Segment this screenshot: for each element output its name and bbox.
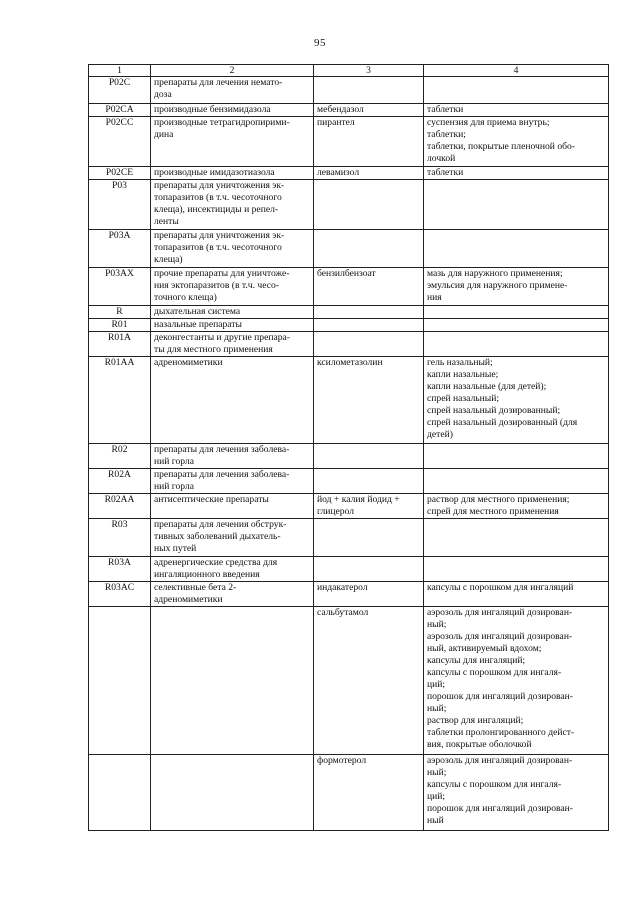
- table-row: [89, 444, 609, 469]
- drug-name-cell: левамизол: [314, 167, 424, 180]
- table-row: [89, 319, 609, 332]
- column-number-row: [89, 65, 609, 77]
- drug-name-cell: [314, 332, 424, 357]
- page-number: 95: [314, 37, 326, 49]
- dosage-forms-cell: капсулы с порошком для ингаляций: [424, 582, 609, 607]
- group-name-cell: препараты для лечения немато- доза: [151, 77, 314, 104]
- group-name-cell: производные тетрагидропирими- дина: [151, 117, 314, 167]
- dosage-forms-cell: мазь для наружного применения; эмульсия для наружного примене- ния: [424, 268, 609, 306]
- group-name-cell: препараты для уничтожения эк- топаразитов (в т.ч. чесоточного клеща): [151, 230, 314, 268]
- atc-code-cell: R03: [89, 519, 151, 557]
- table-body: [89, 65, 609, 831]
- group-name-cell: производные бензимидазола: [151, 104, 314, 117]
- group-name-cell: препараты для лечения заболева- ний горла: [151, 469, 314, 494]
- dosage-forms-cell: раствор для местного применения; спрей для местного применения: [424, 494, 609, 519]
- drug-name-cell: [314, 469, 424, 494]
- group-name-cell: производные имидазотиазола: [151, 167, 314, 180]
- table-row: [89, 332, 609, 357]
- group-name-cell: назальные препараты: [151, 319, 314, 332]
- atc-code-cell: P03A: [89, 230, 151, 268]
- group-name-cell: адренергические средства для ингаляционного введения: [151, 557, 314, 582]
- drug-name-cell: йод + калия йодид + глицерол: [314, 494, 424, 519]
- drug-name-cell: ксилометазолин: [314, 357, 424, 444]
- drug-name-cell: мебендазол: [314, 104, 424, 117]
- dosage-forms-cell: [424, 230, 609, 268]
- drug-name-cell: [314, 519, 424, 557]
- drug-name-cell: пирантел: [314, 117, 424, 167]
- atc-code-cell: R01A: [89, 332, 151, 357]
- group-name-cell: селективные бета 2- адреномиметики: [151, 582, 314, 607]
- dosage-forms-cell: [424, 180, 609, 230]
- drug-name-cell: [314, 319, 424, 332]
- table-row: [89, 104, 609, 117]
- table-row: [89, 167, 609, 180]
- table-row: [89, 519, 609, 557]
- drug-name-cell: [314, 306, 424, 319]
- table-row: [89, 77, 609, 104]
- table-row: [89, 180, 609, 230]
- table-row: [89, 469, 609, 494]
- column-number-2: 2: [151, 65, 314, 77]
- dosage-forms-cell: гель назальный; капли назальные; капли назальные (для детей); спрей назальный; спрей назальный дозированный; спрей назальный дозированный (для детей): [424, 357, 609, 444]
- dosage-forms-cell: [424, 332, 609, 357]
- atc-code-cell: P02C: [89, 77, 151, 104]
- table-row: [89, 117, 609, 167]
- atc-code-cell: P03AX: [89, 268, 151, 306]
- atc-code-cell: R01: [89, 319, 151, 332]
- dosage-forms-cell: таблетки: [424, 167, 609, 180]
- atc-code-cell: P02CA: [89, 104, 151, 117]
- dosage-forms-cell: [424, 319, 609, 332]
- group-name-cell: [151, 607, 314, 755]
- drug-table: [88, 64, 609, 831]
- column-number-4: 4: [424, 65, 609, 77]
- atc-code-cell: R02: [89, 444, 151, 469]
- group-name-cell: [151, 755, 314, 831]
- atc-code-cell: R: [89, 306, 151, 319]
- atc-code-cell: R02AA: [89, 494, 151, 519]
- dosage-forms-cell: [424, 444, 609, 469]
- drug-name-cell: бензилбензоат: [314, 268, 424, 306]
- table-row: [89, 582, 609, 607]
- drug-name-cell: формотерол: [314, 755, 424, 831]
- atc-code-cell: [89, 607, 151, 755]
- dosage-forms-cell: аэрозоль для ингаляций дозирован- ный; аэрозоль для ингаляций дозирован- ный, активируемый вдохом; капсулы для ингаляций; капсулы с порошком для ингаля- ций; порошок для ингаляций дозирован- ный; раствор для ингаляций; таблетки пролонгированного дейст- вия, покрытые оболочкой: [424, 607, 609, 755]
- drug-name-cell: [314, 230, 424, 268]
- group-name-cell: препараты для лечения обструк- тивных заболеваний дыхатель- ных путей: [151, 519, 314, 557]
- dosage-forms-cell: аэрозоль для ингаляций дозирован- ный; капсулы с порошком для ингаля- ций; порошок для ингаляций дозирован- ный: [424, 755, 609, 831]
- drug-name-cell: индакатерол: [314, 582, 424, 607]
- group-name-cell: препараты для уничтожения эк- топаразитов (в т.ч. чесоточного клеща), инсектициды и репел- ленты: [151, 180, 314, 230]
- atc-code-cell: R02A: [89, 469, 151, 494]
- group-name-cell: прочие препараты для уничтоже- ния эктопаразитов (в т.ч. чесо- точного клеща): [151, 268, 314, 306]
- column-number-3: 3: [314, 65, 424, 77]
- atc-code-cell: P02CE: [89, 167, 151, 180]
- dosage-forms-cell: [424, 306, 609, 319]
- table-row: [89, 306, 609, 319]
- drug-name-cell: [314, 180, 424, 230]
- dosage-forms-cell: [424, 557, 609, 582]
- table-row: [89, 357, 609, 444]
- group-name-cell: адреномиметики: [151, 357, 314, 444]
- atc-code-cell: R03A: [89, 557, 151, 582]
- dosage-forms-cell: [424, 519, 609, 557]
- drug-name-cell: [314, 77, 424, 104]
- drug-name-cell: [314, 557, 424, 582]
- atc-code-cell: [89, 755, 151, 831]
- dosage-forms-cell: таблетки: [424, 104, 609, 117]
- table-row: [89, 557, 609, 582]
- column-number-1: 1: [89, 65, 151, 77]
- atc-code-cell: P02CC: [89, 117, 151, 167]
- drug-name-cell: сальбутамол: [314, 607, 424, 755]
- table-row: [89, 268, 609, 306]
- group-name-cell: дыхательная система: [151, 306, 314, 319]
- atc-code-cell: R01AA: [89, 357, 151, 444]
- group-name-cell: препараты для лечения заболева- ний горла: [151, 444, 314, 469]
- table-row: [89, 755, 609, 831]
- dosage-forms-cell: [424, 469, 609, 494]
- table-row: [89, 230, 609, 268]
- drug-name-cell: [314, 444, 424, 469]
- dosage-forms-cell: [424, 77, 609, 104]
- atc-code-cell: R03AC: [89, 582, 151, 607]
- group-name-cell: деконгестанты и другие препара- ты для местного применения: [151, 332, 314, 357]
- table-row: [89, 494, 609, 519]
- dosage-forms-cell: суспензия для приема внутрь; таблетки; таблетки, покрытые пленочной обо- лочкой: [424, 117, 609, 167]
- table-row: [89, 607, 609, 755]
- atc-code-cell: P03: [89, 180, 151, 230]
- group-name-cell: антисептические препараты: [151, 494, 314, 519]
